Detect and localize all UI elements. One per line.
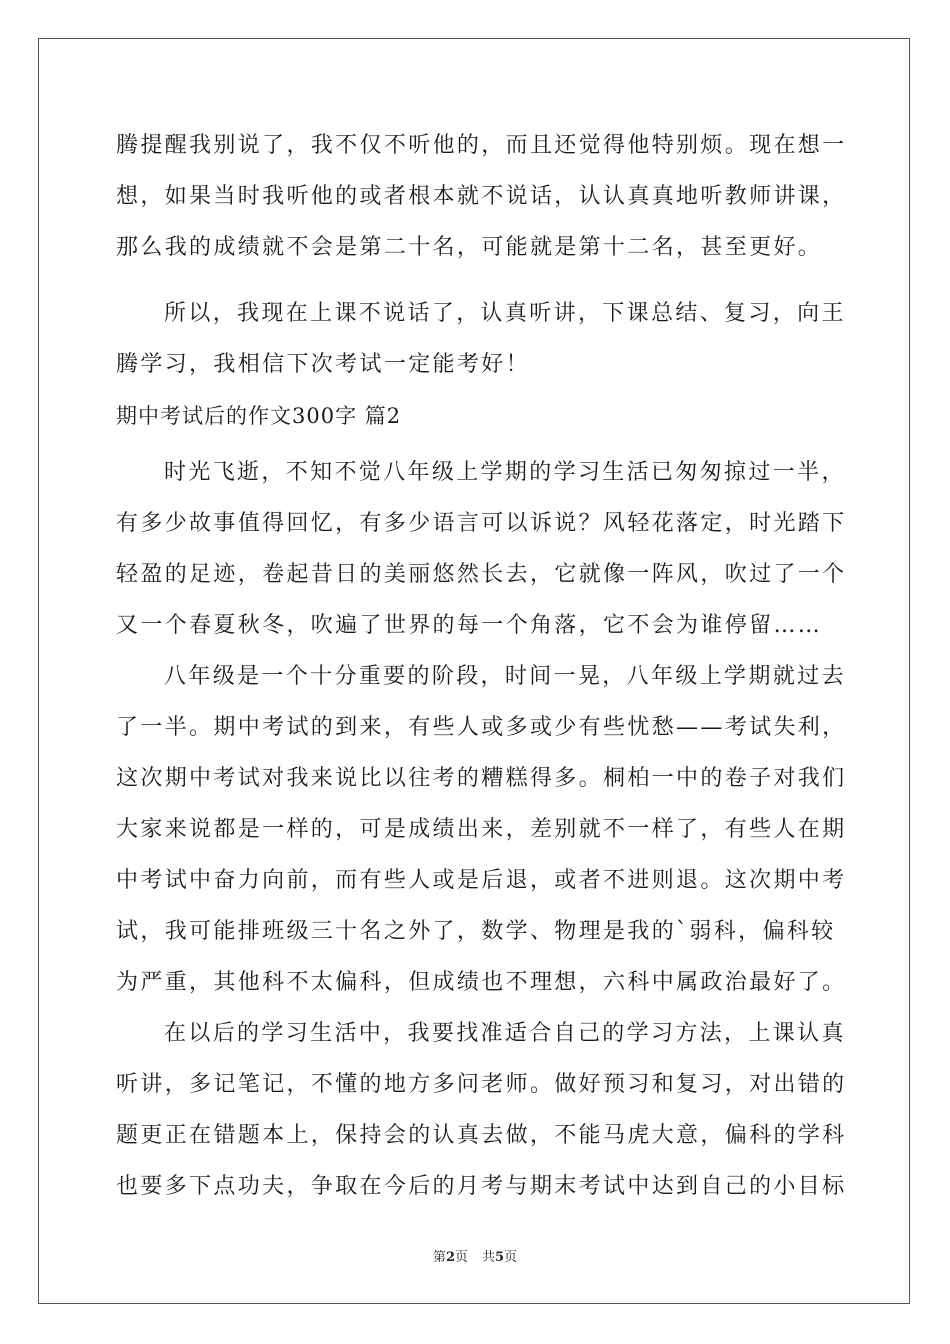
section-heading: 期中考试后的作文300字 篇2 — [116, 404, 402, 428]
page-current: 2 — [445, 1250, 455, 1265]
paragraph-first-line: 在以后的学习生活中，我要找准适合自己的学习方法，上课认真 — [164, 1021, 846, 1046]
document-body — [116, 128, 847, 1220]
text-line: 中考试中奋力向前，而有些人或是后退，或者不进则退。这次期中考 — [116, 868, 847, 893]
text-line: 腾提醒我别说了，我不仅不听他的，而且还觉得他特别烦。现在想一 — [116, 133, 847, 158]
text-line: 了一半。期中考试的到来，有些人或多或少有些忧愁——考试失利， — [116, 715, 847, 740]
text-line: 轻盈的足迹，卷起昔日的美丽悠然长去，它就像一阵风，吹过了一个 — [116, 562, 847, 587]
text-line: 题更正在错题本上，保持会的认真去做，不能马虎大意，偏科的学科 — [116, 1123, 847, 1148]
text-line: 那么我的成绩就不会是第二十名，可能就是第十二名，甚至更好。 — [116, 235, 823, 260]
text-line: 这次期中考试对我来说比以往考的糟糕得多。桐柏一中的卷子对我们 — [116, 766, 847, 791]
page-suffix: 页 — [454, 1250, 468, 1265]
page-prefix: 第 — [432, 1250, 446, 1265]
total-prefix: 共 — [482, 1250, 496, 1265]
page-total: 5 — [495, 1250, 505, 1265]
text-line: 有多少故事值得回忆，有多少语言可以诉说？风轻花落定，时光踏下 — [116, 511, 847, 536]
text-line: 试，我可能排班级三十名之外了，数学、物理是我的`弱科，偏科较 — [116, 919, 836, 944]
paragraph-first-line: 所以，我现在上课不说话了，认真听讲，下课总结、复习，向王 — [164, 301, 846, 326]
text-line: 又一个春夏秋冬，吹遍了世界的每一个角落，它不会为谁停留…… — [116, 613, 823, 638]
paragraph-first-line: 时光飞逝，不知不觉八年级上学期的学习生活已匆匆掠过一半， — [164, 460, 846, 485]
text-line: 想，如果当时我听他的或者根本就不说话，认认真真地听教师讲课， — [116, 184, 847, 209]
paragraph-first-line: 八年级是一个十分重要的阶段，时间一晃，八年级上学期就过去 — [164, 664, 846, 689]
text-line: 也要多下点功夫，争取在今后的月考与期末考试中达到自己的小目标 — [116, 1174, 847, 1199]
text-line: 腾学习，我相信下次考试一定能考好！ — [116, 352, 530, 377]
text-line: 听讲，多记笔记，不懂的地方多问老师。做好预习和复习，对出错的 — [116, 1072, 847, 1097]
page-footer — [0, 1246, 950, 1265]
text-line: 为严重，其他科不太偏科，但成绩也不理想，六科中属政治最好了。 — [116, 970, 847, 995]
total-suffix: 页 — [504, 1250, 518, 1265]
text-line: 大家来说都是一样的，可是成绩出来，差别就不一样了，有些人在期 — [116, 817, 847, 842]
